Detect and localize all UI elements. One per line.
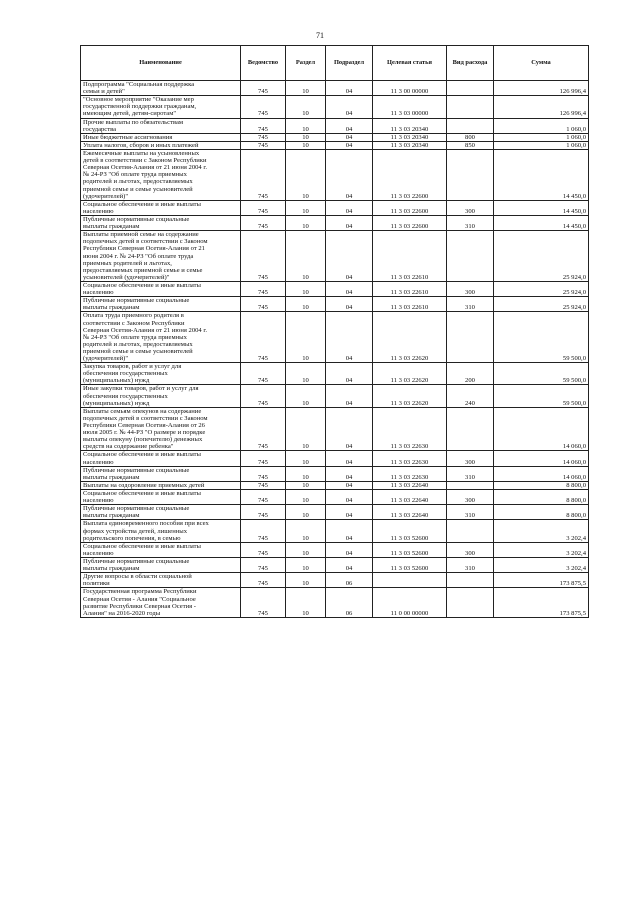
header-ved: Ведомство (241, 46, 286, 81)
cell-ved: 745 (241, 118, 286, 133)
cell-sum: 3 202,4 (494, 520, 589, 542)
cell-sum: 14 060,0 (494, 451, 589, 466)
cell-podr: 04 (326, 149, 373, 200)
cell-razd: 10 (286, 141, 326, 149)
cell-cel: 11 3 03 22620 (373, 385, 447, 407)
cell-podr: 04 (326, 141, 373, 149)
cell-podr: 04 (326, 231, 373, 282)
cell-sum: 8 800,0 (494, 490, 589, 505)
cell-razd: 10 (286, 81, 326, 96)
cell-name: Подпрограмма "Социальная поддержка семьи и детей" (81, 81, 241, 96)
cell-podr: 04 (326, 542, 373, 557)
cell-vid: 300 (447, 490, 494, 505)
cell-razd: 10 (286, 363, 326, 385)
cell-ved: 745 (241, 520, 286, 542)
header-vid: Вид расхода (447, 46, 494, 81)
cell-vid: 310 (447, 558, 494, 573)
cell-razd: 10 (286, 312, 326, 363)
cell-sum: 1 060,0 (494, 141, 589, 149)
cell-ved: 745 (241, 231, 286, 282)
cell-ved: 745 (241, 588, 286, 617)
cell-podr: 04 (326, 200, 373, 215)
table-row (81, 490, 589, 505)
cell-name: Иные закупки товаров, работ и услуг для обеспечения государственных (муниципальных) нужд (81, 385, 241, 407)
table-row (81, 200, 589, 215)
cell-podr: 04 (326, 558, 373, 573)
cell-sum: 173 875,5 (494, 588, 589, 617)
cell-vid: 310 (447, 466, 494, 481)
header-name: Наименование (81, 46, 241, 81)
cell-ved: 745 (241, 490, 286, 505)
cell-vid (447, 96, 494, 118)
cell-razd: 10 (286, 542, 326, 557)
cell-name: Уплата налогов, сборов и иных платежей (81, 141, 241, 149)
cell-name: Социальное обеспечение и иные выплаты населению (81, 490, 241, 505)
cell-podr: 04 (326, 451, 373, 466)
cell-name: Ежемесячные выплаты на усыновленных детей в соответствии с Законом Республики Северная Осетия-Алания от 21 июня 2004 г. № 24-РЗ "Об оплате труда приемных родителей и льготах, предоставляемых приемной семье и семье усыновителей (удочерителей)" (81, 149, 241, 200)
table-row (81, 363, 589, 385)
table-body (81, 81, 589, 618)
cell-razd: 10 (286, 588, 326, 617)
table-row (81, 133, 589, 141)
cell-name: Публичные нормативные социальные выплаты гражданам (81, 297, 241, 312)
cell-sum: 3 202,4 (494, 542, 589, 557)
cell-ved: 745 (241, 385, 286, 407)
cell-ved: 745 (241, 363, 286, 385)
cell-cel: 11 3 03 22620 (373, 363, 447, 385)
table-row (81, 149, 589, 200)
cell-sum: 8 800,0 (494, 481, 589, 489)
cell-cel: 11 3 03 22610 (373, 297, 447, 312)
cell-vid (447, 573, 494, 588)
table-row (81, 573, 589, 588)
cell-name: Социальное обеспечение и иные выплаты населению (81, 542, 241, 557)
cell-ved: 745 (241, 141, 286, 149)
cell-razd: 10 (286, 118, 326, 133)
budget-table (80, 45, 589, 618)
cell-vid: 240 (447, 385, 494, 407)
table-row (81, 558, 589, 573)
cell-razd: 10 (286, 520, 326, 542)
cell-podr: 04 (326, 385, 373, 407)
cell-cel: 11 3 03 52600 (373, 520, 447, 542)
cell-sum: 25 924,0 (494, 231, 589, 282)
table-row (81, 141, 589, 149)
table-row (81, 96, 589, 118)
cell-razd: 10 (286, 407, 326, 451)
cell-podr: 04 (326, 505, 373, 520)
table-row (81, 407, 589, 451)
cell-name: Публичные нормативные социальные выплаты гражданам (81, 466, 241, 481)
cell-ved: 745 (241, 558, 286, 573)
cell-vid: 200 (447, 363, 494, 385)
cell-podr: 04 (326, 96, 373, 118)
cell-cel: 11 3 03 22600 (373, 149, 447, 200)
cell-razd: 10 (286, 215, 326, 230)
cell-name: Государственная программа Республики Северная Осетия - Алания "Социальное развитие Республики Северная Осетия - Алания" на 2016-2020 годы (81, 588, 241, 617)
cell-cel: 11 3 03 20340 (373, 133, 447, 141)
cell-vid (447, 231, 494, 282)
cell-sum: 25 924,0 (494, 297, 589, 312)
cell-sum: 1 060,0 (494, 133, 589, 141)
cell-sum: 14 060,0 (494, 407, 589, 451)
cell-podr: 04 (326, 118, 373, 133)
cell-razd: 10 (286, 231, 326, 282)
cell-cel: 11 3 00 00000 (373, 81, 447, 96)
cell-ved: 745 (241, 466, 286, 481)
cell-name: Выплаты приемной семье на содержание подопечных детей в соответствии с Законом Республики Северная Осетия-Алания от 21 июня 2004 г. № 24-РЗ "Об оплате труда приемных родителей и льготах, предоставляемых приемной семье и семье усыновителей (удочерителей)" (81, 231, 241, 282)
table-row (81, 520, 589, 542)
cell-vid (447, 588, 494, 617)
header-podr: Подраздел (326, 46, 373, 81)
cell-podr: 04 (326, 481, 373, 489)
cell-name: Публичные нормативные социальные выплаты гражданам (81, 505, 241, 520)
cell-ved: 745 (241, 573, 286, 588)
cell-ved: 745 (241, 312, 286, 363)
cell-podr: 04 (326, 520, 373, 542)
cell-razd: 10 (286, 466, 326, 481)
cell-cel: 11 3 03 22640 (373, 505, 447, 520)
cell-razd: 10 (286, 505, 326, 520)
cell-name: Публичные нормативные социальные выплаты гражданам (81, 558, 241, 573)
cell-ved: 745 (241, 542, 286, 557)
cell-cel: 11 3 03 20340 (373, 118, 447, 133)
cell-cel: 11 3 03 00000 (373, 96, 447, 118)
cell-razd: 10 (286, 451, 326, 466)
cell-name: Другие вопросы в области социальной политики (81, 573, 241, 588)
table-row (81, 312, 589, 363)
cell-razd: 10 (286, 481, 326, 489)
cell-podr: 04 (326, 490, 373, 505)
cell-cel: 11 3 03 22610 (373, 281, 447, 296)
cell-sum: 126 996,4 (494, 81, 589, 96)
cell-razd: 10 (286, 96, 326, 118)
cell-name: Закупка товаров, работ и услуг для обеспечения государственных (муниципальных) нужд (81, 363, 241, 385)
cell-cel (373, 573, 447, 588)
cell-podr: 04 (326, 215, 373, 230)
cell-razd: 10 (286, 281, 326, 296)
cell-sum: 14 450,0 (494, 149, 589, 200)
table-row (81, 297, 589, 312)
cell-vid: 300 (447, 200, 494, 215)
cell-podr: 04 (326, 297, 373, 312)
cell-ved: 745 (241, 451, 286, 466)
cell-cel: 11 3 03 52600 (373, 542, 447, 557)
table-row (81, 466, 589, 481)
cell-vid: 310 (447, 297, 494, 312)
page-number: 71 (316, 31, 324, 40)
cell-razd: 10 (286, 133, 326, 141)
cell-vid (447, 481, 494, 489)
cell-cel: 11 3 03 52600 (373, 558, 447, 573)
cell-vid (447, 118, 494, 133)
cell-podr: 04 (326, 81, 373, 96)
cell-podr: 04 (326, 363, 373, 385)
table-row (81, 81, 589, 96)
cell-vid (447, 312, 494, 363)
cell-sum: 14 450,0 (494, 215, 589, 230)
cell-sum: 1 060,0 (494, 118, 589, 133)
cell-cel: 11 3 03 22640 (373, 490, 447, 505)
cell-sum: 8 800,0 (494, 505, 589, 520)
cell-vid: 800 (447, 133, 494, 141)
cell-sum: 173 875,5 (494, 573, 589, 588)
cell-vid (447, 407, 494, 451)
cell-razd: 10 (286, 200, 326, 215)
cell-razd: 10 (286, 149, 326, 200)
cell-vid: 310 (447, 215, 494, 230)
cell-sum: 14 060,0 (494, 466, 589, 481)
cell-ved: 745 (241, 297, 286, 312)
cell-name: Прочие выплаты по обязательствам государства (81, 118, 241, 133)
cell-vid (447, 81, 494, 96)
cell-podr: 04 (326, 133, 373, 141)
cell-vid: 310 (447, 505, 494, 520)
cell-podr: 06 (326, 573, 373, 588)
table-row (81, 385, 589, 407)
table-row (81, 505, 589, 520)
cell-sum: 126 996,4 (494, 96, 589, 118)
cell-podr: 04 (326, 281, 373, 296)
cell-ved: 745 (241, 407, 286, 451)
cell-ved: 745 (241, 81, 286, 96)
cell-podr: 06 (326, 588, 373, 617)
cell-podr: 04 (326, 312, 373, 363)
cell-sum: 59 500,0 (494, 363, 589, 385)
cell-vid: 300 (447, 451, 494, 466)
cell-cel: 11 3 03 22610 (373, 231, 447, 282)
table-row (81, 542, 589, 557)
cell-razd: 10 (286, 573, 326, 588)
cell-cel: 11 3 03 22640 (373, 481, 447, 489)
table-row (81, 588, 589, 617)
header-cel: Целевая статья (373, 46, 447, 81)
table-row (81, 231, 589, 282)
cell-name: Социальное обеспечение и иные выплаты населению (81, 200, 241, 215)
cell-vid (447, 149, 494, 200)
cell-sum: 3 202,4 (494, 558, 589, 573)
cell-name: Иные бюджетные ассигнования (81, 133, 241, 141)
cell-ved: 745 (241, 215, 286, 230)
cell-sum: 59 500,0 (494, 385, 589, 407)
cell-vid: 300 (447, 542, 494, 557)
cell-ved: 745 (241, 281, 286, 296)
cell-cel: 11 3 03 22620 (373, 312, 447, 363)
cell-name: Выплаты на оздоровление приемных детей (81, 481, 241, 489)
cell-cel: 11 3 03 22600 (373, 215, 447, 230)
cell-cel: 11 3 03 22630 (373, 451, 447, 466)
table-row (81, 451, 589, 466)
cell-ved: 745 (241, 96, 286, 118)
cell-cel: 11 3 03 22630 (373, 466, 447, 481)
cell-razd: 10 (286, 385, 326, 407)
cell-name: Публичные нормативные социальные выплаты гражданам (81, 215, 241, 230)
cell-sum: 14 450,0 (494, 200, 589, 215)
table-row (81, 281, 589, 296)
cell-name: Социальное обеспечение и иные выплаты населению (81, 451, 241, 466)
cell-ved: 745 (241, 133, 286, 141)
cell-name: "Основное мероприятие "Оказание мер государственной поддержки гражданам, имеющим детей, детям-сиротам" (81, 96, 241, 118)
table-row (81, 118, 589, 133)
cell-podr: 04 (326, 466, 373, 481)
cell-name: Социальное обеспечение и иные выплаты населению (81, 281, 241, 296)
cell-cel: 11 3 03 20340 (373, 141, 447, 149)
cell-razd: 10 (286, 558, 326, 573)
table-header-row (81, 46, 589, 81)
cell-name: Выплата единовременного пособия при всех формах устройства детей, лишенных родительского попечения, в семью (81, 520, 241, 542)
header-razd: Раздел (286, 46, 326, 81)
cell-cel: 11 0 00 00000 (373, 588, 447, 617)
cell-razd: 10 (286, 490, 326, 505)
cell-ved: 745 (241, 481, 286, 489)
cell-ved: 745 (241, 149, 286, 200)
cell-podr: 04 (326, 407, 373, 451)
cell-name: Оплата труда приемного родителя в соответствии с Законом Республики Северная Осетия-Алания от 21 июня 2004 г. № 24-РЗ "Об оплате труда приемных родителей и льготах, предоставляемых приемной семье и семье усыновителей (удочерителей)" (81, 312, 241, 363)
cell-name: Выплаты семьям опекунов на содержание подопечных детей в соответствии с Законом Республики Северная Осетия-Алания от 26 июля 2005 г. № 44-РЗ "О размере и порядке выплаты опекуну (попечителю) денежных средств на содержание ребенка" (81, 407, 241, 451)
cell-sum: 25 924,0 (494, 281, 589, 296)
cell-sum: 59 500,0 (494, 312, 589, 363)
table-row (81, 481, 589, 489)
header-sum: Сумма (494, 46, 589, 81)
table-row (81, 215, 589, 230)
cell-ved: 745 (241, 200, 286, 215)
cell-ved: 745 (241, 505, 286, 520)
cell-cel: 11 3 03 22600 (373, 200, 447, 215)
cell-vid: 300 (447, 281, 494, 296)
cell-vid (447, 520, 494, 542)
cell-razd: 10 (286, 297, 326, 312)
cell-cel: 11 3 03 22630 (373, 407, 447, 451)
cell-vid: 850 (447, 141, 494, 149)
